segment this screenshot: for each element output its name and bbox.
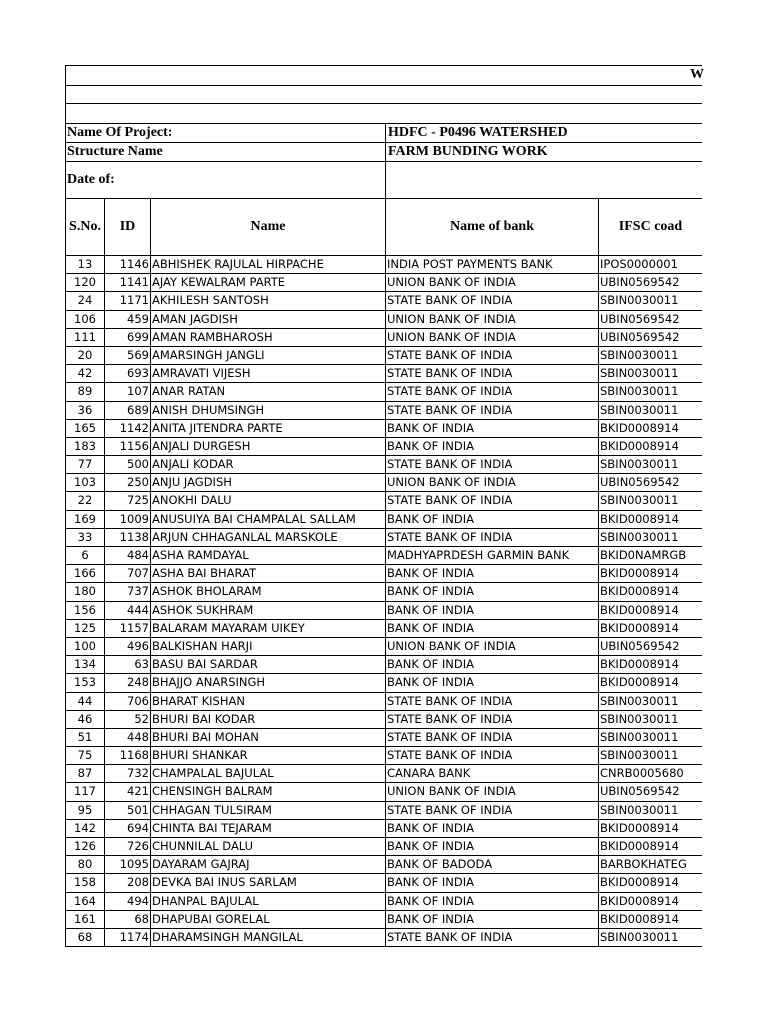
cell-ifsc: SBIN0030011 — [600, 493, 679, 508]
cell-name: BALARAM MAYARAM UIKEY — [151, 620, 386, 637]
table-row — [66, 820, 702, 838]
table-row — [66, 838, 702, 856]
cell-bank: BANK OF INDIA — [386, 583, 599, 600]
cell-id: 248 — [105, 674, 151, 691]
table-row — [66, 893, 702, 911]
cell-name: ASHA BAI BHARAT — [151, 565, 386, 582]
table-row — [66, 656, 702, 674]
cell-bank: STATE BANK OF INDIA — [386, 693, 599, 710]
cell-ifsc: UBIN0569542 — [600, 475, 680, 490]
table-row — [66, 929, 702, 947]
cell-ifsc: SBIN0030011 — [600, 802, 679, 817]
cell-ifsc: SBIN0030011 — [600, 457, 679, 472]
cell-ifsc: SBIN0030011 — [600, 748, 679, 763]
cell-name: ANJU JAGDISH — [151, 474, 386, 491]
column-header-id: ID — [105, 199, 151, 255]
cell-id: 1009 — [105, 511, 151, 528]
cell-ifsc: BKID0008914 — [600, 420, 679, 435]
cell-sno: 158 — [66, 874, 105, 891]
table-row — [66, 438, 702, 456]
cell-bank: BANK OF INDIA — [386, 911, 599, 928]
cell-name: AJAY KEWALRAM PARTE — [151, 274, 386, 291]
cell-name: ANISH DHUMSINGH — [151, 402, 386, 419]
cell-name: AMAN RAMBHAROSH — [151, 329, 386, 346]
cell-sno: 13 — [66, 256, 105, 273]
cell-id: 1171 — [105, 292, 151, 309]
cell-sno: 164 — [66, 893, 105, 910]
cell-sno: 180 — [66, 583, 105, 600]
cell-id: 726 — [105, 838, 151, 855]
cell-sno: 46 — [66, 711, 105, 728]
cell-bank: STATE BANK OF INDIA — [386, 347, 599, 364]
cell-bank: STATE BANK OF INDIA — [386, 383, 599, 400]
table-row — [66, 347, 702, 365]
cell-bank: BANK OF INDIA — [386, 420, 599, 437]
project-row — [66, 124, 702, 143]
cell-name: ANAR RATAN — [151, 383, 386, 400]
cell-ifsc: SBIN0030011 — [600, 711, 679, 726]
cell-bank: STATE BANK OF INDIA — [386, 529, 599, 546]
cell-sno: 165 — [66, 420, 105, 437]
table-row — [66, 383, 702, 401]
cell-ifsc: SBIN0030011 — [600, 293, 679, 308]
cell-sno: 142 — [66, 820, 105, 837]
cell-id: 699 — [105, 329, 151, 346]
cell-bank: STATE BANK OF INDIA — [386, 711, 599, 728]
table-row — [66, 565, 702, 583]
cell-ifsc: BKID0NAMRGB — [600, 548, 687, 562]
cell-name: ANITA JITENDRA PARTE — [151, 420, 386, 437]
cell-sno: 106 — [66, 311, 105, 328]
cell-id: 1141 — [105, 274, 151, 291]
cell-bank: BANK OF INDIA — [386, 838, 599, 855]
cell-bank: INDIA POST PAYMENTS BANK — [386, 256, 599, 273]
cell-bank: BANK OF INDIA — [386, 674, 599, 691]
column-header-ifsc: IFSC coad — [618, 219, 683, 234]
cell-name: ASHA RAMDAYAL — [151, 547, 386, 564]
table-row — [66, 402, 702, 420]
cell-id: 732 — [105, 765, 151, 782]
cell-sno: 77 — [66, 456, 105, 473]
cell-ifsc: UBIN0569542 — [600, 329, 680, 344]
cell-id: 1168 — [105, 747, 151, 764]
table-row — [66, 529, 702, 547]
cell-bank: BANK OF BADODA — [386, 856, 599, 873]
table-row — [66, 474, 702, 492]
table-row — [66, 583, 702, 601]
cell-sno: 169 — [66, 511, 105, 528]
cell-id: 68 — [105, 911, 151, 928]
cell-ifsc: BKID0008914 — [600, 438, 679, 453]
cell-sno: 80 — [66, 856, 105, 873]
cell-sno: 161 — [66, 911, 105, 928]
cell-id: 693 — [105, 365, 151, 382]
cell-name: ANOKHI DALU — [151, 492, 386, 509]
cell-ifsc: UBIN0569542 — [600, 311, 680, 326]
table-row — [66, 674, 702, 692]
cell-bank: BANK OF INDIA — [386, 565, 599, 582]
table-row — [66, 311, 702, 329]
cell-id: 706 — [105, 693, 151, 710]
cell-bank: STATE BANK OF INDIA — [386, 929, 599, 946]
cell-id: 63 — [105, 656, 151, 673]
cell-bank: BANK OF INDIA — [386, 893, 599, 910]
cell-name: BHARAT KISHAN — [151, 693, 386, 710]
table-row — [66, 729, 702, 747]
cell-id: 707 — [105, 565, 151, 582]
cell-ifsc: BKID0008914 — [600, 911, 679, 926]
cell-id: 448 — [105, 729, 151, 746]
cell-bank: STATE BANK OF INDIA — [386, 292, 599, 309]
cell-id: 1157 — [105, 620, 151, 637]
cell-bank: UNION BANK OF INDIA — [386, 274, 599, 291]
table-row — [66, 420, 702, 438]
cell-ifsc: SBIN0030011 — [600, 402, 679, 417]
cell-ifsc: BKID0008914 — [600, 657, 679, 672]
cell-sno: 22 — [66, 492, 105, 509]
cell-sno: 24 — [66, 292, 105, 309]
table-row — [66, 765, 702, 783]
cell-ifsc: BKID0008914 — [600, 820, 679, 835]
cell-sno: 100 — [66, 638, 105, 655]
cell-sno: 156 — [66, 602, 105, 619]
cell-sno: 111 — [66, 329, 105, 346]
table-row — [66, 492, 702, 510]
column-header-sno: S.No. — [66, 199, 105, 255]
table-row — [66, 783, 702, 801]
cell-name: DEVKA BAI INUS SARLAM — [151, 874, 386, 891]
cell-sno: 6 — [66, 547, 105, 564]
cell-name: AMAN JAGDISH — [151, 311, 386, 328]
cell-sno: 95 — [66, 802, 105, 819]
cell-bank: UNION BANK OF INDIA — [386, 474, 599, 491]
cell-ifsc: BKID0008914 — [600, 511, 679, 526]
table-row — [66, 911, 702, 929]
cell-id: 1156 — [105, 438, 151, 455]
cell-id: 501 — [105, 802, 151, 819]
cell-sno: 51 — [66, 729, 105, 746]
spreadsheet — [65, 65, 702, 947]
cell-bank: MADHYAPRDESH GARMIN BANK — [386, 547, 599, 564]
cell-id: 1138 — [105, 529, 151, 546]
cell-bank: BANK OF INDIA — [386, 511, 599, 528]
cell-ifsc: BKID0008914 — [600, 620, 679, 635]
cell-ifsc: BKID0008914 — [600, 675, 679, 690]
table-row — [66, 365, 702, 383]
title-fragment: W — [690, 67, 704, 82]
cell-name: ANUSUIYA BAI CHAMPALAL SALLAM — [151, 511, 386, 528]
cell-sno: 153 — [66, 674, 105, 691]
cell-name: ARJUN CHHAGANLAL MARSKOLE — [151, 529, 386, 546]
cell-sno: 134 — [66, 656, 105, 673]
table-row — [66, 329, 702, 347]
structure-label: Structure Name — [66, 143, 386, 161]
table-row — [66, 274, 702, 292]
cell-name: CHENSINGH BALRAM — [151, 783, 386, 800]
cell-name: ASHOK BHOLARAM — [151, 583, 386, 600]
cell-id: 737 — [105, 583, 151, 600]
cell-sno: 42 — [66, 365, 105, 382]
table-body — [66, 256, 702, 947]
project-value: HDFC - P0496 WATERSHED — [388, 125, 568, 140]
structure-value: FARM BUNDING WORK — [388, 144, 548, 159]
cell-name: CHINTA BAI TEJARAM — [151, 820, 386, 837]
cell-bank: BANK OF INDIA — [386, 656, 599, 673]
cell-sno: 89 — [66, 383, 105, 400]
cell-name: ABHISHEK RAJULAL HIRPACHE — [151, 256, 386, 273]
table-row — [66, 802, 702, 820]
cell-sno: 33 — [66, 529, 105, 546]
cell-id: 1146 — [105, 256, 151, 273]
cell-sno: 87 — [66, 765, 105, 782]
cell-ifsc: SBIN0030011 — [600, 366, 679, 381]
column-header-bank: Name of bank — [386, 199, 599, 255]
cell-bank: STATE BANK OF INDIA — [386, 456, 599, 473]
date-label: Date of: — [66, 162, 386, 198]
cell-name: BASU BAI SARDAR — [151, 656, 386, 673]
cell-sno: 183 — [66, 438, 105, 455]
cell-id: 494 — [105, 893, 151, 910]
cell-name: BALKISHAN HARJI — [151, 638, 386, 655]
cell-bank: UNION BANK OF INDIA — [386, 311, 599, 328]
cell-bank: STATE BANK OF INDIA — [386, 747, 599, 764]
cell-name: CHHAGAN TULSIRAM — [151, 802, 386, 819]
cell-name: DAYARAM GAJRAJ — [151, 856, 386, 873]
date-row — [66, 162, 702, 199]
cell-sno: 103 — [66, 474, 105, 491]
cell-name: ANJALI KODAR — [151, 456, 386, 473]
cell-bank: BANK OF INDIA — [386, 438, 599, 455]
structure-row — [66, 143, 702, 162]
table-row — [66, 456, 702, 474]
cell-name: DHANPAL BAJULAL — [151, 893, 386, 910]
cell-name: CHAMPALAL BAJULAL — [151, 765, 386, 782]
cell-ifsc: BKID0008914 — [600, 602, 679, 617]
cell-bank: STATE BANK OF INDIA — [386, 802, 599, 819]
table-row — [66, 292, 702, 310]
cell-id: 421 — [105, 783, 151, 800]
cell-bank: UNION BANK OF INDIA — [386, 329, 599, 346]
cell-name: BHURI SHANKAR — [151, 747, 386, 764]
cell-id: 208 — [105, 874, 151, 891]
blank-row — [66, 86, 702, 104]
cell-name: ASHOK SUKHRAM — [151, 602, 386, 619]
cell-id: 107 — [105, 383, 151, 400]
cell-bank: CANARA BANK — [386, 765, 599, 782]
column-header-row — [66, 199, 702, 256]
cell-id: 1174 — [105, 929, 151, 946]
cell-ifsc: UBIN0569542 — [600, 784, 680, 799]
cell-id: 725 — [105, 492, 151, 509]
cell-bank: STATE BANK OF INDIA — [386, 402, 599, 419]
cell-ifsc: SBIN0030011 — [600, 384, 679, 399]
cell-bank: UNION BANK OF INDIA — [386, 783, 599, 800]
cell-ifsc: BKID0008914 — [600, 566, 679, 581]
cell-ifsc: UBIN0569542 — [600, 638, 680, 653]
cell-name: DHAPUBAI GORELAL — [151, 911, 386, 928]
cell-id: 694 — [105, 820, 151, 837]
table-row — [66, 856, 702, 874]
cell-name: BHURI BAI KODAR — [151, 711, 386, 728]
cell-sno: 126 — [66, 838, 105, 855]
cell-bank: STATE BANK OF INDIA — [386, 729, 599, 746]
cell-sno: 36 — [66, 402, 105, 419]
cell-ifsc: SBIN0030011 — [600, 529, 679, 544]
cell-ifsc: SBIN0030011 — [600, 347, 679, 362]
table-row — [66, 711, 702, 729]
cell-ifsc: IPOS0000001 — [600, 257, 678, 271]
cell-ifsc: SBIN0030011 — [600, 729, 679, 744]
cell-ifsc: BKID0008914 — [600, 893, 679, 908]
cell-ifsc: BKID0008914 — [600, 839, 679, 853]
cell-name: AKHILESH SANTOSH — [151, 292, 386, 309]
cell-id: 444 — [105, 602, 151, 619]
cell-bank: STATE BANK OF INDIA — [386, 365, 599, 382]
cell-name: DHARAMSINGH MANGILAL — [151, 929, 386, 946]
cell-id: 250 — [105, 474, 151, 491]
cell-id: 569 — [105, 347, 151, 364]
cell-bank: BANK OF INDIA — [386, 820, 599, 837]
cell-ifsc: SBIN0030011 — [600, 693, 679, 708]
cell-sno: 125 — [66, 620, 105, 637]
cell-bank: UNION BANK OF INDIA — [386, 638, 599, 655]
cell-id: 689 — [105, 402, 151, 419]
cell-sno: 20 — [66, 347, 105, 364]
blank-row — [66, 104, 702, 124]
table-row — [66, 638, 702, 656]
table-row — [66, 874, 702, 892]
cell-sno: 68 — [66, 929, 105, 946]
cell-sno: 75 — [66, 747, 105, 764]
cell-id: 459 — [105, 311, 151, 328]
cell-bank: BANK OF INDIA — [386, 620, 599, 637]
cell-id: 496 — [105, 638, 151, 655]
cell-ifsc: BKID0008914 — [600, 875, 679, 890]
cell-name: CHUNNILAL DALU — [151, 838, 386, 855]
date-value — [386, 162, 702, 198]
cell-id: 52 — [105, 711, 151, 728]
cell-ifsc: CNRB0005680 — [600, 766, 684, 781]
title-row — [66, 66, 702, 86]
cell-name: BHURI BAI MOHAN — [151, 729, 386, 746]
cell-ifsc: BKID0008914 — [600, 584, 679, 599]
table-row — [66, 256, 702, 274]
cell-id: 500 — [105, 456, 151, 473]
table-row — [66, 602, 702, 620]
cell-sno: 117 — [66, 783, 105, 800]
cell-id: 1142 — [105, 420, 151, 437]
cell-bank: STATE BANK OF INDIA — [386, 492, 599, 509]
table-row — [66, 693, 702, 711]
cell-name: AMARSINGH JANGLI — [151, 347, 386, 364]
project-label: Name Of Project: — [66, 124, 386, 142]
cell-ifsc: BARBOKHATEG — [600, 857, 687, 872]
cell-sno: 44 — [66, 693, 105, 710]
cell-name: ANJALI DURGESH — [151, 438, 386, 455]
cell-id: 1095 — [105, 856, 151, 873]
column-header-name: Name — [151, 199, 386, 255]
cell-name: AMRAVATI VIJESH — [151, 365, 386, 382]
cell-sno: 120 — [66, 274, 105, 291]
table-row — [66, 747, 702, 765]
cell-ifsc: UBIN0569542 — [600, 275, 680, 290]
table-row — [66, 547, 702, 565]
cell-name: BHAJJO ANARSINGH — [151, 674, 386, 691]
table-row — [66, 511, 702, 529]
cell-bank: BANK OF INDIA — [386, 602, 599, 619]
cell-sno: 166 — [66, 565, 105, 582]
table-row — [66, 620, 702, 638]
cell-bank: BANK OF INDIA — [386, 874, 599, 891]
cell-id: 484 — [105, 547, 151, 564]
cell-ifsc: SBIN0030011 — [600, 929, 679, 944]
